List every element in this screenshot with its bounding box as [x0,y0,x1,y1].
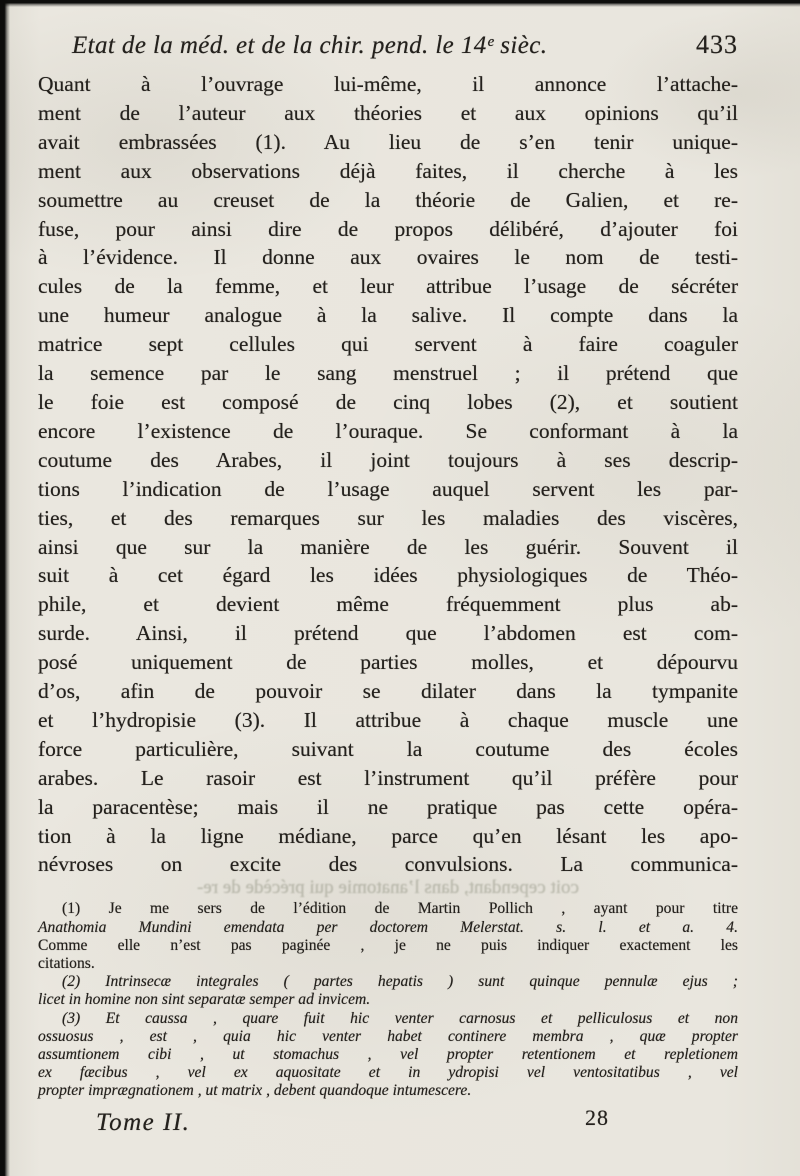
scan-edge-top [0,0,800,7]
footnote-line: Anathomia Mundini emendata per doctorem Melerstat. s. l. et a. 4. [38,918,738,936]
body-text-line: d’os, afin de pouvoir se dilater dans la tympanite [38,679,738,704]
body-text-line: encore l’existence de l’ouraque. Se conformant à la [38,418,738,443]
footnote-line: assumtionem cibi , ut stomachus , vel propter retentionem et repletionem [38,1046,738,1063]
body-text-line: tions l’indication de l’usage auquel servent les par- [38,476,738,501]
footnote-line: propter imprægnationem , ut matrix , debent quandoque intumescere. [38,1082,472,1100]
footnote-line: licet in homine non sint separatæ semper ad invicem. [38,991,371,1009]
body-text-line: et l’hydropisie (3). Il attribue à chaque muscle une [38,707,738,732]
body-text-line: coutume des Arabes, il joint toujours à ses descrip- [38,447,738,472]
main-text-paragraph [38,70,738,879]
tome-label: Tome II. [96,1108,191,1136]
footnotes-section [38,900,738,1100]
running-title: Etat de la méd. et de la chir. pend. le 14ᵉ sièc. [72,32,548,59]
body-text-line: fuse, pour ainsi dire de propos délibéré, d’ajouter foi [38,216,738,241]
body-text-line: arabes. Le rasoir est l’instrument qu’il préfère pour [38,765,738,790]
body-text-line: névroses on excite des convulsions. La communica- [38,852,738,877]
body-text-line: ainsi que sur la manière de les guérir. Souvent il [38,534,738,559]
body-text-line: posé uniquement de parties molles, et dépourvu [38,650,738,675]
footnote-line: (2) Intrinsecæ integrales ( partes hepatis ) sunt quinque pennulæ ejus ; [62,973,738,991]
page-number: 433 [696,30,738,59]
footnote-1 [38,900,738,973]
scan-edge-left [0,0,10,1176]
body-text-line: avait embrassées (1). Au lieu de s’en tenir unique- [38,129,738,154]
footnote-line: ex fæcibus , vel ex aquositate et in ydropisi vel ventositatibus , vel [38,1064,738,1082]
body-text-line: le foie est composé de cinq lobes (2), et soutient [38,389,738,414]
footnote-line: (1) Je me sers de l’édition de Martin Pollich , ayant pour titre [62,900,738,918]
signature-number: 28 [585,1104,609,1130]
body-text-line: phile, et devient même fréquemment plus ab- [38,592,738,617]
body-text-line: la paracentèse; mais il ne pratique pas cette opéra- [38,794,738,819]
footnote-line: citations. [38,954,95,972]
body-text-line: à l’évidence. Il donne aux ovaires le nom de testi- [38,245,738,270]
footnote-line: Comme elle n’est pas paginée , je ne puis indiquer exactement les [38,936,738,954]
page-content [38,30,738,1149]
body-text-line: matrice sept cellules qui servent à faire coaguler [38,332,738,357]
body-text-line: ties, et des remarques sur les maladies des viscères, [38,505,738,530]
footnote-line: (3) Et caussa , quare fuit hic venter carnosus et pelliculosus et non [62,1009,738,1027]
body-text-line: Quant à l’ouvrage lui-même, il annonce l’attache- [38,72,738,96]
body-text-line: force particulière, suivant la coutume des écoles [38,736,738,761]
body-text-line: une humeur analogue à la salive. Il compte dans la [38,303,738,328]
body-text-line: soumettre au creuset de la théorie de Galien, et re- [38,187,738,212]
footnote-2 [38,973,738,1009]
body-text-line: cules de la femme, et leur attribue l’usage de sécréter [38,274,738,299]
body-text-line: surde. Ainsi, il prétend que l’abdomen est com- [38,621,738,646]
page-footer [38,1104,738,1149]
running-header [38,30,738,60]
body-text-line: tion à la ligne médiane, parce qu’en lésant les apo- [38,823,738,848]
body-text-line: ment aux observations déjà faites, il cherche à les [38,158,738,183]
body-text-line: ment de l’auteur aux théories et aux opinions qu’il [38,100,738,125]
body-text-line: suit à cet égard les idées physiologiques de Théo- [38,563,738,588]
body-text-line: la semence par le sang menstruel ; il prétend que [38,361,738,386]
show-through-ghost-text: coit cependant, dans l’anatomie qui précède de re- [197,877,579,899]
footnote-3 [38,1010,738,1101]
footnote-line: ossuosus , est , quia hic venter habet continere membra , quæ propter [38,1027,738,1045]
